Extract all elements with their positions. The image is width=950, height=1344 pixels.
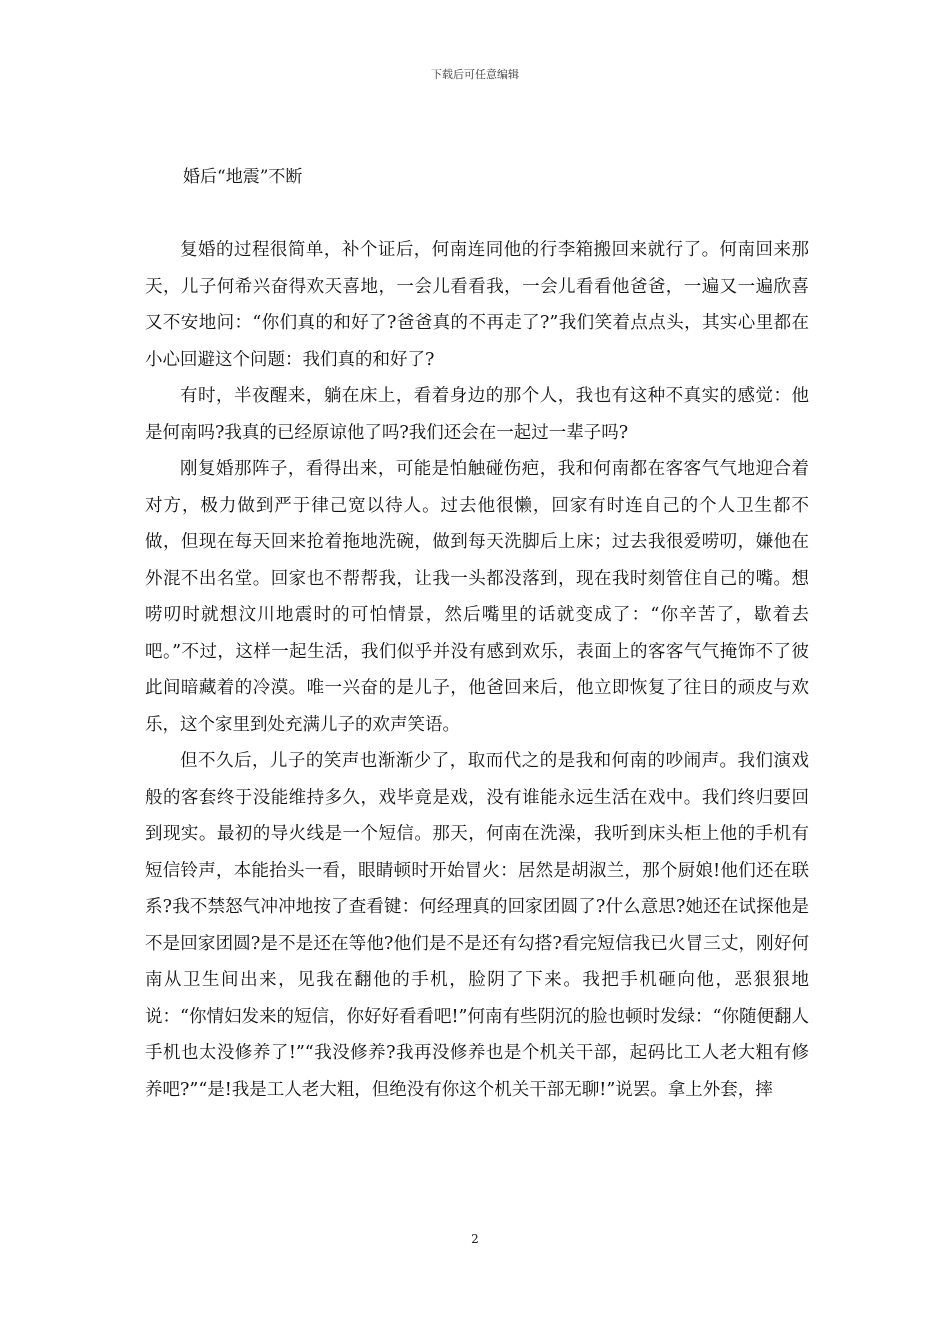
page-number: 2 [471,1232,479,1246]
paragraph: 但不久后，儿子的笑声也渐渐少了，取而代之的是我和何南的吵闹声。我们演戏般的客套终于没能维持多久，戏毕竟是戏，没有谁能永远生活在戏中。我们终归要回到现实。最初的导火线是一个短信。那天，何南在洗澡，我听到床头柜上他的手机有短信铃声，本能抬头一看，眼睛顿时开始冒火：居然是胡淑兰，那个厨娘!他们还在联系?我不禁怒气冲冲地按了查看键：何经理真的回家团圆了?什么意思?她还在试探他是不是回家团圆?是不是还在等他?他们是不是还有勾搭?看完短信我已火冒三丈，刚好何南从卫生间出来，见我在翻他的手机，脸阴了下来。我把手机砸向他，恶狠狠地说：“你情妇发来的短信，你好好看看吧!”何南有些阴沉的脸也顿时发绿：“你随便翻人手机也太没修养了!”“我没修养?我再没修养也是个机关干部，起码比工人老大粗有修养吧?”“是!我是工人老大粗，但绝没有你这个机关干部无聊!”说罢。拿上外套，摔 [145,751,809,1100]
page-header: 下载后可任意编辑 [431,68,519,81]
paragraph: 有时，半夜醒来，躺在床上，看着身边的那个人，我也有这种不真实的感觉：他是何南吗?我真的已经原谅他了吗?我们还会在一起过一辈子吗? [145,386,809,443]
document-body [145,232,809,1108]
paragraph: 刚复婚那阵子，看得出来，可能是怕触碰伤疤，我和何南都在客客气气地迎合着对方，极力做到严于律己宽以待人。过去他很懒，回家有时连自己的个人卫生都不做，但现在每天回来抢着拖地洗碗，做到每天洗脚后上床；过去我很爱唠叨，嫌他在外混不出名堂。回家也不帮帮我，让我一头都没落到，现在我时刻管住自己的嘴。想唠叨时就想汶川地震时的可怕情景，然后嘴里的话就变成了：“你辛苦了，歇着去吧。”不过，这样一起生活，我们似乎并没有感到欢乐，表面上的客客气气掩饰不了彼此间暗藏着的冷漠。唯一兴奋的是儿子，他爸回来后，他立即恢复了往日的顽皮与欢乐，这个家里到处充满儿子的欢声笑语。 [145,459,809,735]
paragraph: 复婚的过程很简单，补个证后，何南连同他的行李箱搬回来就行了。何南回来那天，儿子何希兴奋得欢天喜地，一会儿看看我，一会儿看看他爸爸，一遍又一遍欣喜又不安地问：“你们真的和好了?爸爸真的不再走了?”我们笑着点点头，其实心里都在小心回避这个问题：我们真的和好了? [145,240,809,370]
document-title: 婚后“地震”不断 [183,167,303,187]
